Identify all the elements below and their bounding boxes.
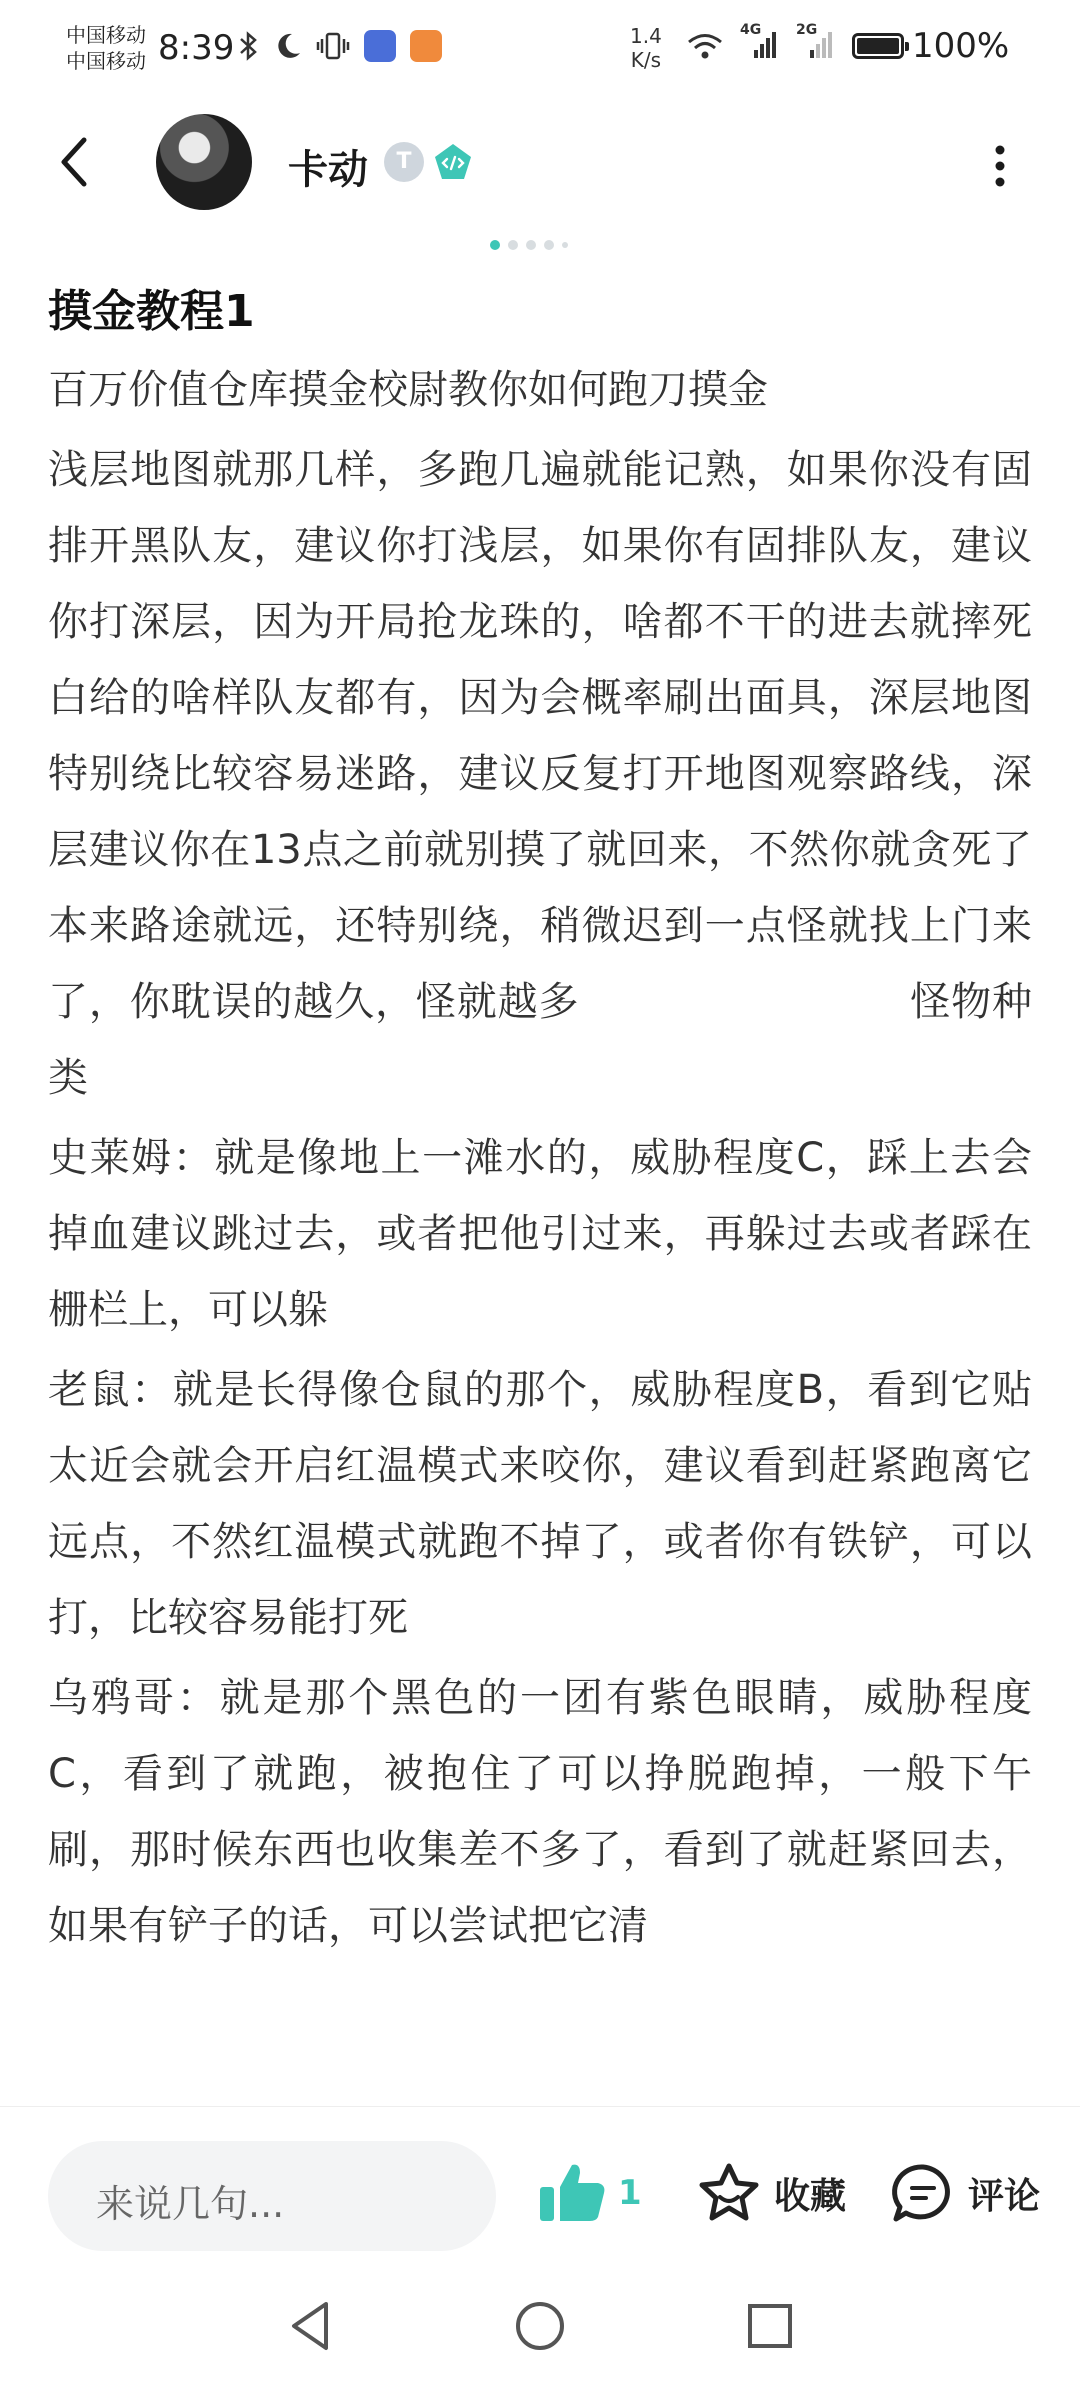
battery-icon [852,33,904,59]
pager-dot [544,240,554,250]
status-icons-left [238,30,442,62]
chevron-left-icon [48,132,108,192]
pager-dot [562,242,568,248]
post-paragraph: 老鼠：就是长得像仓鼠的那个，威胁程度B，看到它贴太近会就会开启红温模式来咬你，建议看到赶紧跑离它远点，不然红温模式就跑不掉了，或者你有铁铲，可以打，比较容易能打死 [48,1367,1032,1641]
pager-dot [526,240,536,250]
comment-label: 评论 [968,2175,1041,2217]
battery [852,26,1009,66]
post-paragraph: 乌鸦哥：就是那个黑色的一团有紫色眼睛，威胁程度C，看到了就跑，被抱住了可以挣脱跑掉，一般下午刷，那时候东西也收集差不多了，看到了就赶紧回去，如果有铲子的话，可以尝试把它清 [48,1675,1032,1949]
favorite-label: 收藏 [774,2175,847,2217]
status-icons-right [686,22,1010,66]
carrier-1: 中国移动 [66,23,146,47]
carrier-2: 中国移动 [66,49,146,73]
wifi-icon [686,31,724,61]
pager-dot-active [490,240,500,250]
post-title: 摸金教程1 [48,286,255,337]
comment-input[interactable] [48,2141,496,2251]
post-header [0,110,1080,220]
app-notification-icon-2 [410,30,442,62]
avatar[interactable] [156,114,252,210]
triangle-back-icon [280,2296,340,2356]
app-notification-icon [364,30,396,62]
nav-recents-button[interactable] [740,2296,800,2356]
signal-2g: 2G [796,28,836,64]
chat-bubble-icon [890,2161,956,2225]
vibrate-icon [316,31,350,61]
bottom-action-bar [0,2106,1080,2267]
nav-back-button[interactable] [280,2296,340,2356]
carrier-labels [66,22,146,74]
post-paragraph: 史莱姆：就是像地上一滩水的，威胁程度C，踩上去会掉血建议跳过去，或者把他引过来，再躲过去或者踩在栅栏上，可以躲 [48,1135,1032,1333]
thumbs-up-icon [538,2161,608,2225]
network-speed: 1.4 K/s [630,24,662,72]
author-name[interactable]: 卡动 [288,147,368,193]
back-button[interactable] [48,132,108,192]
comment-button[interactable] [890,2153,1040,2233]
level-badge: T [384,142,424,182]
status-bar [0,0,1080,110]
post-subtitle: 百万价值仓库摸金校尉教你如何跑刀摸金 [48,367,768,413]
signal-4g: 4G [740,28,780,64]
clock: 8:39 [158,28,235,68]
circle-home-icon [510,2296,570,2356]
square-recents-icon [740,2296,800,2356]
more-options-button[interactable] [980,138,1020,194]
like-button[interactable] [538,2153,642,2233]
developer-badge-icon [432,142,474,182]
system-navigation-bar [0,2266,1080,2400]
post-content [48,276,1032,1968]
comment-placeholder: 来说几句... [96,2182,285,2226]
bluetooth-icon [238,30,260,62]
battery-percent: 100% [912,26,1010,66]
image-pager-indicator [490,240,568,250]
nav-home-button[interactable] [510,2296,570,2356]
post-paragraph: 浅层地图就那几样，多跑几遍就能记熟，如果你没有固排开黑队友，建议你打浅层，如果你有固排队友，建议你打深层，因为开局抢龙珠的，啥都不干的进去就摔死白给的啥样队友都有，因为会概率刷出面具，深层地图特别绕比较容易迷路，建议反复打开地图观察路线，深层建议你在13点之前就别摸了就回来，不然你就贪死了本来路途就远，还特别绕，稍微迟到一点怪就找上门来了，你耽误的越久，怪就越多 怪物种类 [48,447,1032,1101]
star-icon [696,2161,762,2225]
more-vertical-icon [980,138,1020,194]
like-count: 1 [618,2173,642,2213]
moon-icon [274,31,302,61]
pager-dot [508,240,518,250]
favorite-button[interactable] [696,2153,846,2233]
